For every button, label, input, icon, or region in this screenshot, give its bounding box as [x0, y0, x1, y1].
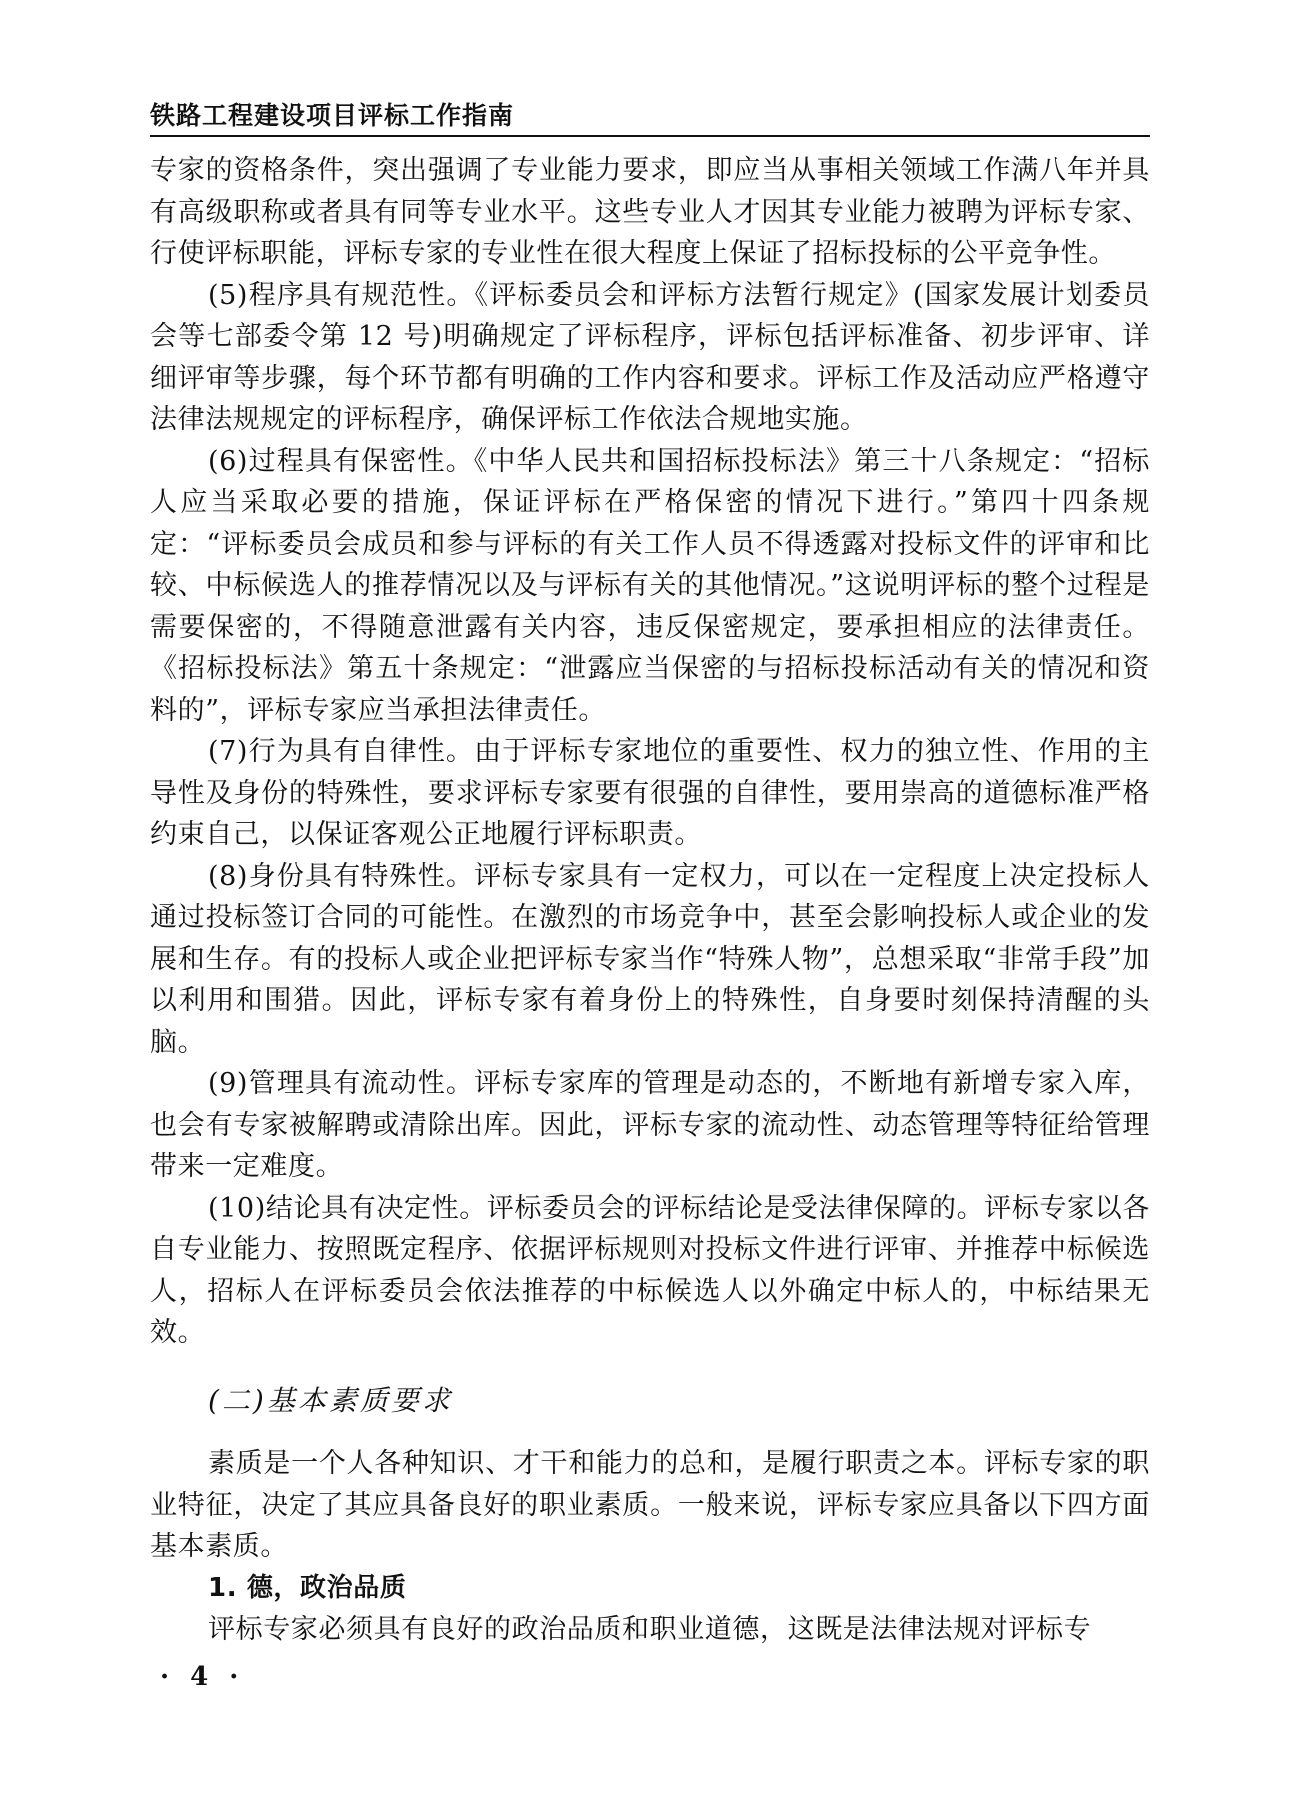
- paragraph-continued: 专家的资格条件，突出强调了专业能力要求，即应当从事相关领域工作满八年并具有高级职称或者具有同等专业水平。这些专业人才因其专业能力被聘为评标专家、行使评标职能，评标专家的专业性在很大程度上保证了招标投标的公平竞争性。: [150, 155, 1150, 269]
- paragraph-quality-intro: 素质是一个人各种知识、才干和能力的总和，是履行职责之本。评标专家的职业特征，决定了其应具备良好的职业素质。一般来说，评标专家应具备以下四方面基本素质。: [150, 1448, 1150, 1562]
- paragraph-item-6: (6)过程具有保密性。《中华人民共和国招标投标法》第三十八条规定：“招标人应当采取必要的措施，保证评标在严格保密的情况下进行。”第四十四条规定：“评标委员会成员和参与评标的有关工作人员不得透露对投标文件的评审和比较、中标候选人的推荐情况以及与评标有关的其他情况。”这说明评标的整个过程是需要保密的，不得随意泄露有关内容，违反保密规定，要承担相应的法律责任。《招标投标法》第五十条规定：“泄露应当保密的与招标投标活动有关的情况和资料的”，评标专家应当承担法律责任。: [150, 445, 1150, 726]
- header-rule: [150, 135, 1150, 137]
- body-text: [150, 150, 1150, 1651]
- section-heading: (二)基本素质要求: [208, 1383, 453, 1417]
- paragraph-item-5: (5)程序具有规范性。《评标委员会和评标方法暂行规定》(国家发展计划委员会等七部委令第 12 号)明确规定了评标程序，评标包括评标准备、初步评审、详细评审等步骤，每个环节都有明确的工作内容和要求。评标工作及活动应严格遵守法律法规规定的评标程序，确保评标工作依法合规地实施。: [150, 279, 1150, 435]
- paragraph-item-9: (9)管理具有流动性。评标专家库的管理是动态的，不断地有新增专家入库，也会有专家被解聘或清除出库。因此，评标专家的流动性、动态管理等特征给管理带来一定难度。: [150, 1068, 1150, 1182]
- paragraph-item-10: (10)结论具有决定性。评标委员会的评标结论是受法律保障的。评标专家以各自专业能力、按照既定程序、依据评标规则对投标文件进行评审、并推荐中标候选人，招标人在评标委员会依法推荐的中标候选人以外确定中标人的，中标结果无效。: [150, 1192, 1150, 1348]
- page-number: · 4 ·: [160, 1662, 245, 1692]
- subheading-virtue: 1. 德，政治品质: [208, 1572, 407, 1603]
- paragraph-item-8: (8)身份具有特殊性。评标专家具有一定权力，可以在一定程度上决定投标人通过投标签订合同的可能性。在激烈的市场竞争中，甚至会影响投标人或企业的发展和生存。有的投标人或企业把评标专家当作“特殊人物”，总想采取“非常手段”加以利用和围猎。因此，评标专家有着身份上的特殊性，自身要时刻保持清醒的头脑。: [150, 860, 1150, 1058]
- running-header-title: 铁路工程建设项目评标工作指南: [150, 101, 515, 130]
- paragraph-item-7: (7)行为具有自律性。由于评标专家地位的重要性、权力的独立性、作用的主导性及身份的特殊性，要求评标专家要有很强的自律性，要用崇高的道德标准严格约束自己，以保证客观公正地履行评标职责。: [150, 736, 1150, 850]
- paragraph-final: 评标专家必须具有良好的政治品质和职业道德，这既是法律法规对评标专: [208, 1614, 1092, 1645]
